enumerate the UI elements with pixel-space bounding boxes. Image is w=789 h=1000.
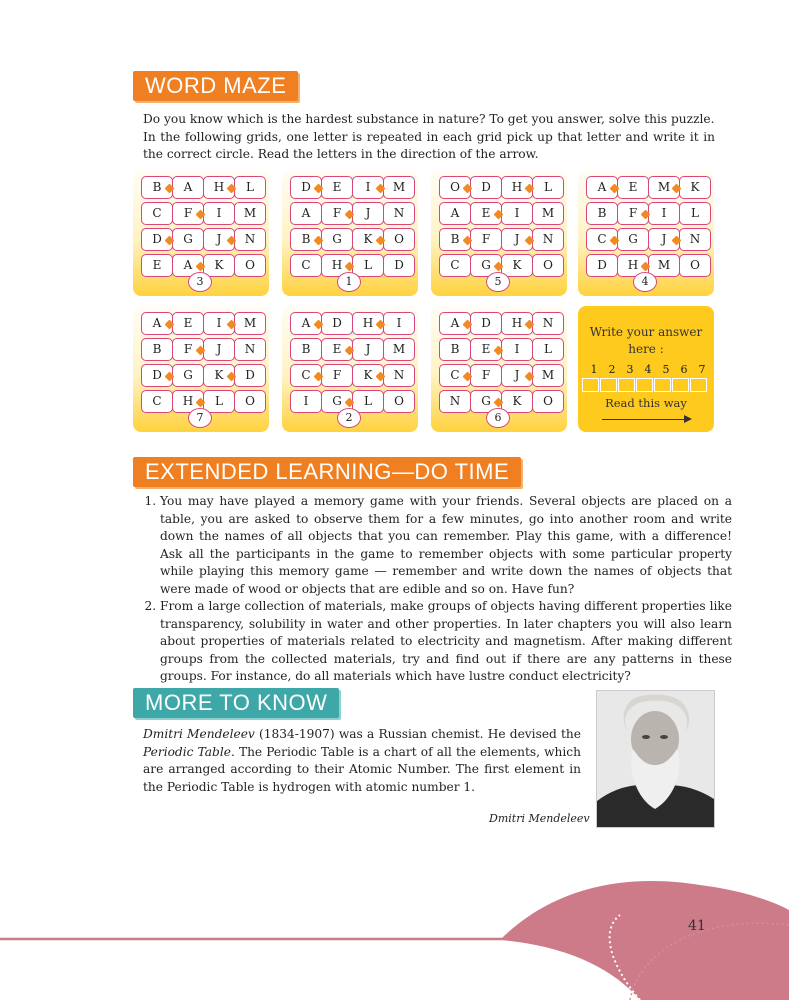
grid-cell: O (532, 390, 564, 413)
read-direction-label: Read this way (605, 396, 687, 410)
intro-line-2: In the following grids, one letter is repeated in each grid pick up that letter and write it in the correct circle. Read the letters in the direction of the arrow. (143, 129, 715, 161)
mendeleev-name: Dmitri Mendeleev (143, 727, 255, 741)
word-maze-banner: WORD MAZE (133, 71, 298, 101)
grid-cell: H (501, 176, 533, 199)
grid-cell: A (290, 312, 322, 335)
grid-cell: J (648, 228, 680, 251)
read-direction-arrow (602, 419, 688, 420)
list-item: 1. You may have played a memory game with your friends. Several objects are placed on a table, you are asked to observe them for a few minutes, go into another room and write down the names of all objects that you can remember. Play this game, with a difference! Ask all the participants in the game to remember objects with some particular property while playing this memory game — remember and write down the names of objects that were made of wood or objects that are edible and so on. Have fun? (160, 493, 732, 598)
grid-cell: B (290, 338, 322, 361)
grid-cell: M (234, 202, 266, 225)
grid-cell: E (172, 312, 204, 335)
grid-cell: N (679, 228, 711, 251)
grid-cell: L (352, 254, 384, 277)
grid-cell: C (439, 364, 471, 387)
more-to-know-banner: MORE TO KNOW (133, 688, 339, 718)
grid-number-circle: 4 (633, 272, 657, 292)
grid-cell: N (532, 228, 564, 251)
grid-cell: L (679, 202, 711, 225)
grid-cell: K (352, 364, 384, 387)
grid-cell: O (383, 228, 415, 251)
grid-cell: C (290, 364, 322, 387)
grid-cell: A (439, 312, 471, 335)
puzzle-grid-5 (133, 306, 269, 432)
grid-cell: N (383, 202, 415, 225)
grid-cell: M (648, 176, 680, 199)
grid-cell: F (321, 202, 353, 225)
grid-cell: M (234, 312, 266, 335)
grid-cell: L (532, 176, 564, 199)
answer-slot[interactable] (636, 378, 653, 392)
grid-cell: B (439, 228, 471, 251)
answer-slots[interactable] (582, 378, 710, 392)
extended-learning-list (143, 493, 732, 686)
grid-cell: I (290, 390, 322, 413)
portrait-caption: Dmitri Mendeleev (489, 812, 590, 825)
grid-number-circle: 7 (188, 408, 212, 428)
grid-cell: M (648, 254, 680, 277)
grid-cell: K (203, 254, 235, 277)
grid-number-circle: 3 (188, 272, 212, 292)
answer-slot[interactable] (672, 378, 689, 392)
grid-cell: J (203, 338, 235, 361)
grid-cell: F (172, 338, 204, 361)
puzzle-grid-6 (282, 306, 418, 432)
grid-cell: E (617, 176, 649, 199)
grid-cell: H (617, 254, 649, 277)
grid-cell: K (501, 390, 533, 413)
grid-cell: C (141, 202, 173, 225)
grid-cell: H (203, 176, 235, 199)
grid-cell: G (321, 228, 353, 251)
grid-cell: B (141, 338, 173, 361)
answer-slot[interactable] (600, 378, 617, 392)
grid-cell: E (470, 338, 502, 361)
grid-cell: E (321, 176, 353, 199)
grid-cell: C (290, 254, 322, 277)
grid-cell: I (203, 202, 235, 225)
intro-line-1: Do you know which is the hardest substance in nature? To get you answer, solve this puzzle. (143, 112, 715, 126)
grid-cell: J (203, 228, 235, 251)
answer-digit: 6 (680, 363, 688, 376)
answer-slot[interactable] (582, 378, 599, 392)
grid-cell: F (172, 202, 204, 225)
grid-cell: D (470, 176, 502, 199)
grid-cell: D (470, 312, 502, 335)
page-number: 41 (688, 918, 706, 934)
grid-cell: N (234, 338, 266, 361)
grid-cell: B (586, 202, 618, 225)
extended-learning-banner: EXTENDED LEARNING—DO TIME (133, 457, 521, 487)
answer-digit: 1 (590, 363, 598, 376)
grid-cell: C (586, 228, 618, 251)
grid-cell: I (383, 312, 415, 335)
grid-cell: K (679, 176, 711, 199)
grid-cell: O (532, 254, 564, 277)
grid-cell: N (234, 228, 266, 251)
grid-cell: A (172, 254, 204, 277)
grid-cell: D (383, 254, 415, 277)
grid-cell: D (141, 364, 173, 387)
puzzle-grid-7 (431, 306, 567, 432)
grid-cell: E (470, 202, 502, 225)
grid-cell: I (501, 338, 533, 361)
grid-cell: E (321, 338, 353, 361)
puzzle-grid-2 (282, 170, 418, 296)
grid-cell: F (617, 202, 649, 225)
grid-cell: I (501, 202, 533, 225)
grid-cell: A (439, 202, 471, 225)
answer-slot[interactable] (618, 378, 635, 392)
answer-digit: 4 (644, 363, 652, 376)
grid-number-circle: 5 (486, 272, 510, 292)
grid-cell: C (141, 390, 173, 413)
grid-cell: A (290, 202, 322, 225)
grid-cell: N (439, 390, 471, 413)
grid-cell: J (352, 202, 384, 225)
grid-cell: O (234, 254, 266, 277)
grid-cell: L (234, 176, 266, 199)
answer-digit: 7 (698, 363, 706, 376)
grid-cell: M (383, 176, 415, 199)
grid-cell: C (439, 254, 471, 277)
grid-cell: M (383, 338, 415, 361)
grid-cell: I (203, 312, 235, 335)
answer-digit: 3 (626, 363, 634, 376)
answer-digit: 5 (662, 363, 670, 376)
grid-cell: M (532, 202, 564, 225)
grid-cell: G (172, 364, 204, 387)
word-maze-intro (143, 111, 715, 164)
grid-cell: L (352, 390, 384, 413)
grid-cell: H (501, 312, 533, 335)
grid-cell: F (470, 228, 502, 251)
grid-cell: D (586, 254, 618, 277)
grid-cell: L (532, 338, 564, 361)
grid-cell: D (321, 312, 353, 335)
grid-number-circle: 6 (486, 408, 510, 428)
grid-cell: J (501, 364, 533, 387)
puzzle-grid-3 (431, 170, 567, 296)
grid-cell: A (172, 176, 204, 199)
grid-cell: D (234, 364, 266, 387)
grid-cell: K (501, 254, 533, 277)
grid-number-circle: 2 (337, 408, 361, 428)
grid-cell: I (352, 176, 384, 199)
grid-cell: O (679, 254, 711, 277)
grid-cell: B (290, 228, 322, 251)
grid-cell: G (617, 228, 649, 251)
grid-cell: N (383, 364, 415, 387)
grid-cell: G (321, 390, 353, 413)
grid-cell: M (532, 364, 564, 387)
grid-cell: O (439, 176, 471, 199)
grid-cell: O (234, 390, 266, 413)
mendeleev-paragraph: Dmitri Mendeleev (1834-1907) was a Russian chemist. He devised the Periodic Table. The Periodic Table is a chart of all the elements, which are arranged according to their Atomic Number. The first element in the Periodic Table is hydrogen with atomic number 1. (143, 727, 581, 794)
puzzle-grid-4 (578, 170, 714, 296)
list-item: 2. From a large collection of materials, make groups of objects having different properties like transparency, solubility in water and other properties. In later chapters you will also learn about properties of materials related to electricity and magnetism. After making different groups from the collected materials, try and find out if there are any patterns in these groups. For instance, do all materials which have lustre conduct electricity? (160, 598, 732, 686)
grid-cell: G (470, 390, 502, 413)
grid-cell: L (203, 390, 235, 413)
grid-cell: J (352, 338, 384, 361)
grid-cell: H (172, 390, 204, 413)
grid-number-circle: 1 (337, 272, 361, 292)
answer-slot[interactable] (654, 378, 671, 392)
grid-cell: H (352, 312, 384, 335)
answer-slot[interactable] (690, 378, 707, 392)
answer-box (578, 306, 714, 432)
grid-cell: K (203, 364, 235, 387)
grid-cell: B (439, 338, 471, 361)
grid-cell: H (321, 254, 353, 277)
mendeleev-portrait (596, 690, 715, 828)
grid-cell: B (141, 176, 173, 199)
grid-cell: G (470, 254, 502, 277)
puzzle-grid-1 (133, 170, 269, 296)
grid-cell: J (501, 228, 533, 251)
answer-digit: 2 (608, 363, 616, 376)
grid-cell: G (172, 228, 204, 251)
grid-cell: N (532, 312, 564, 335)
grid-cell: E (141, 254, 173, 277)
arrow-head-icon (684, 415, 692, 423)
grid-cell: A (586, 176, 618, 199)
grid-cell: D (290, 176, 322, 199)
grid-cell: I (648, 202, 680, 225)
grid-cell: A (141, 312, 173, 335)
grid-cell: F (321, 364, 353, 387)
grid-cell: K (352, 228, 384, 251)
grid-cell: D (141, 228, 173, 251)
answer-instruction: Write your answer here : (589, 325, 703, 356)
grid-cell: F (470, 364, 502, 387)
grid-cell: O (383, 390, 415, 413)
